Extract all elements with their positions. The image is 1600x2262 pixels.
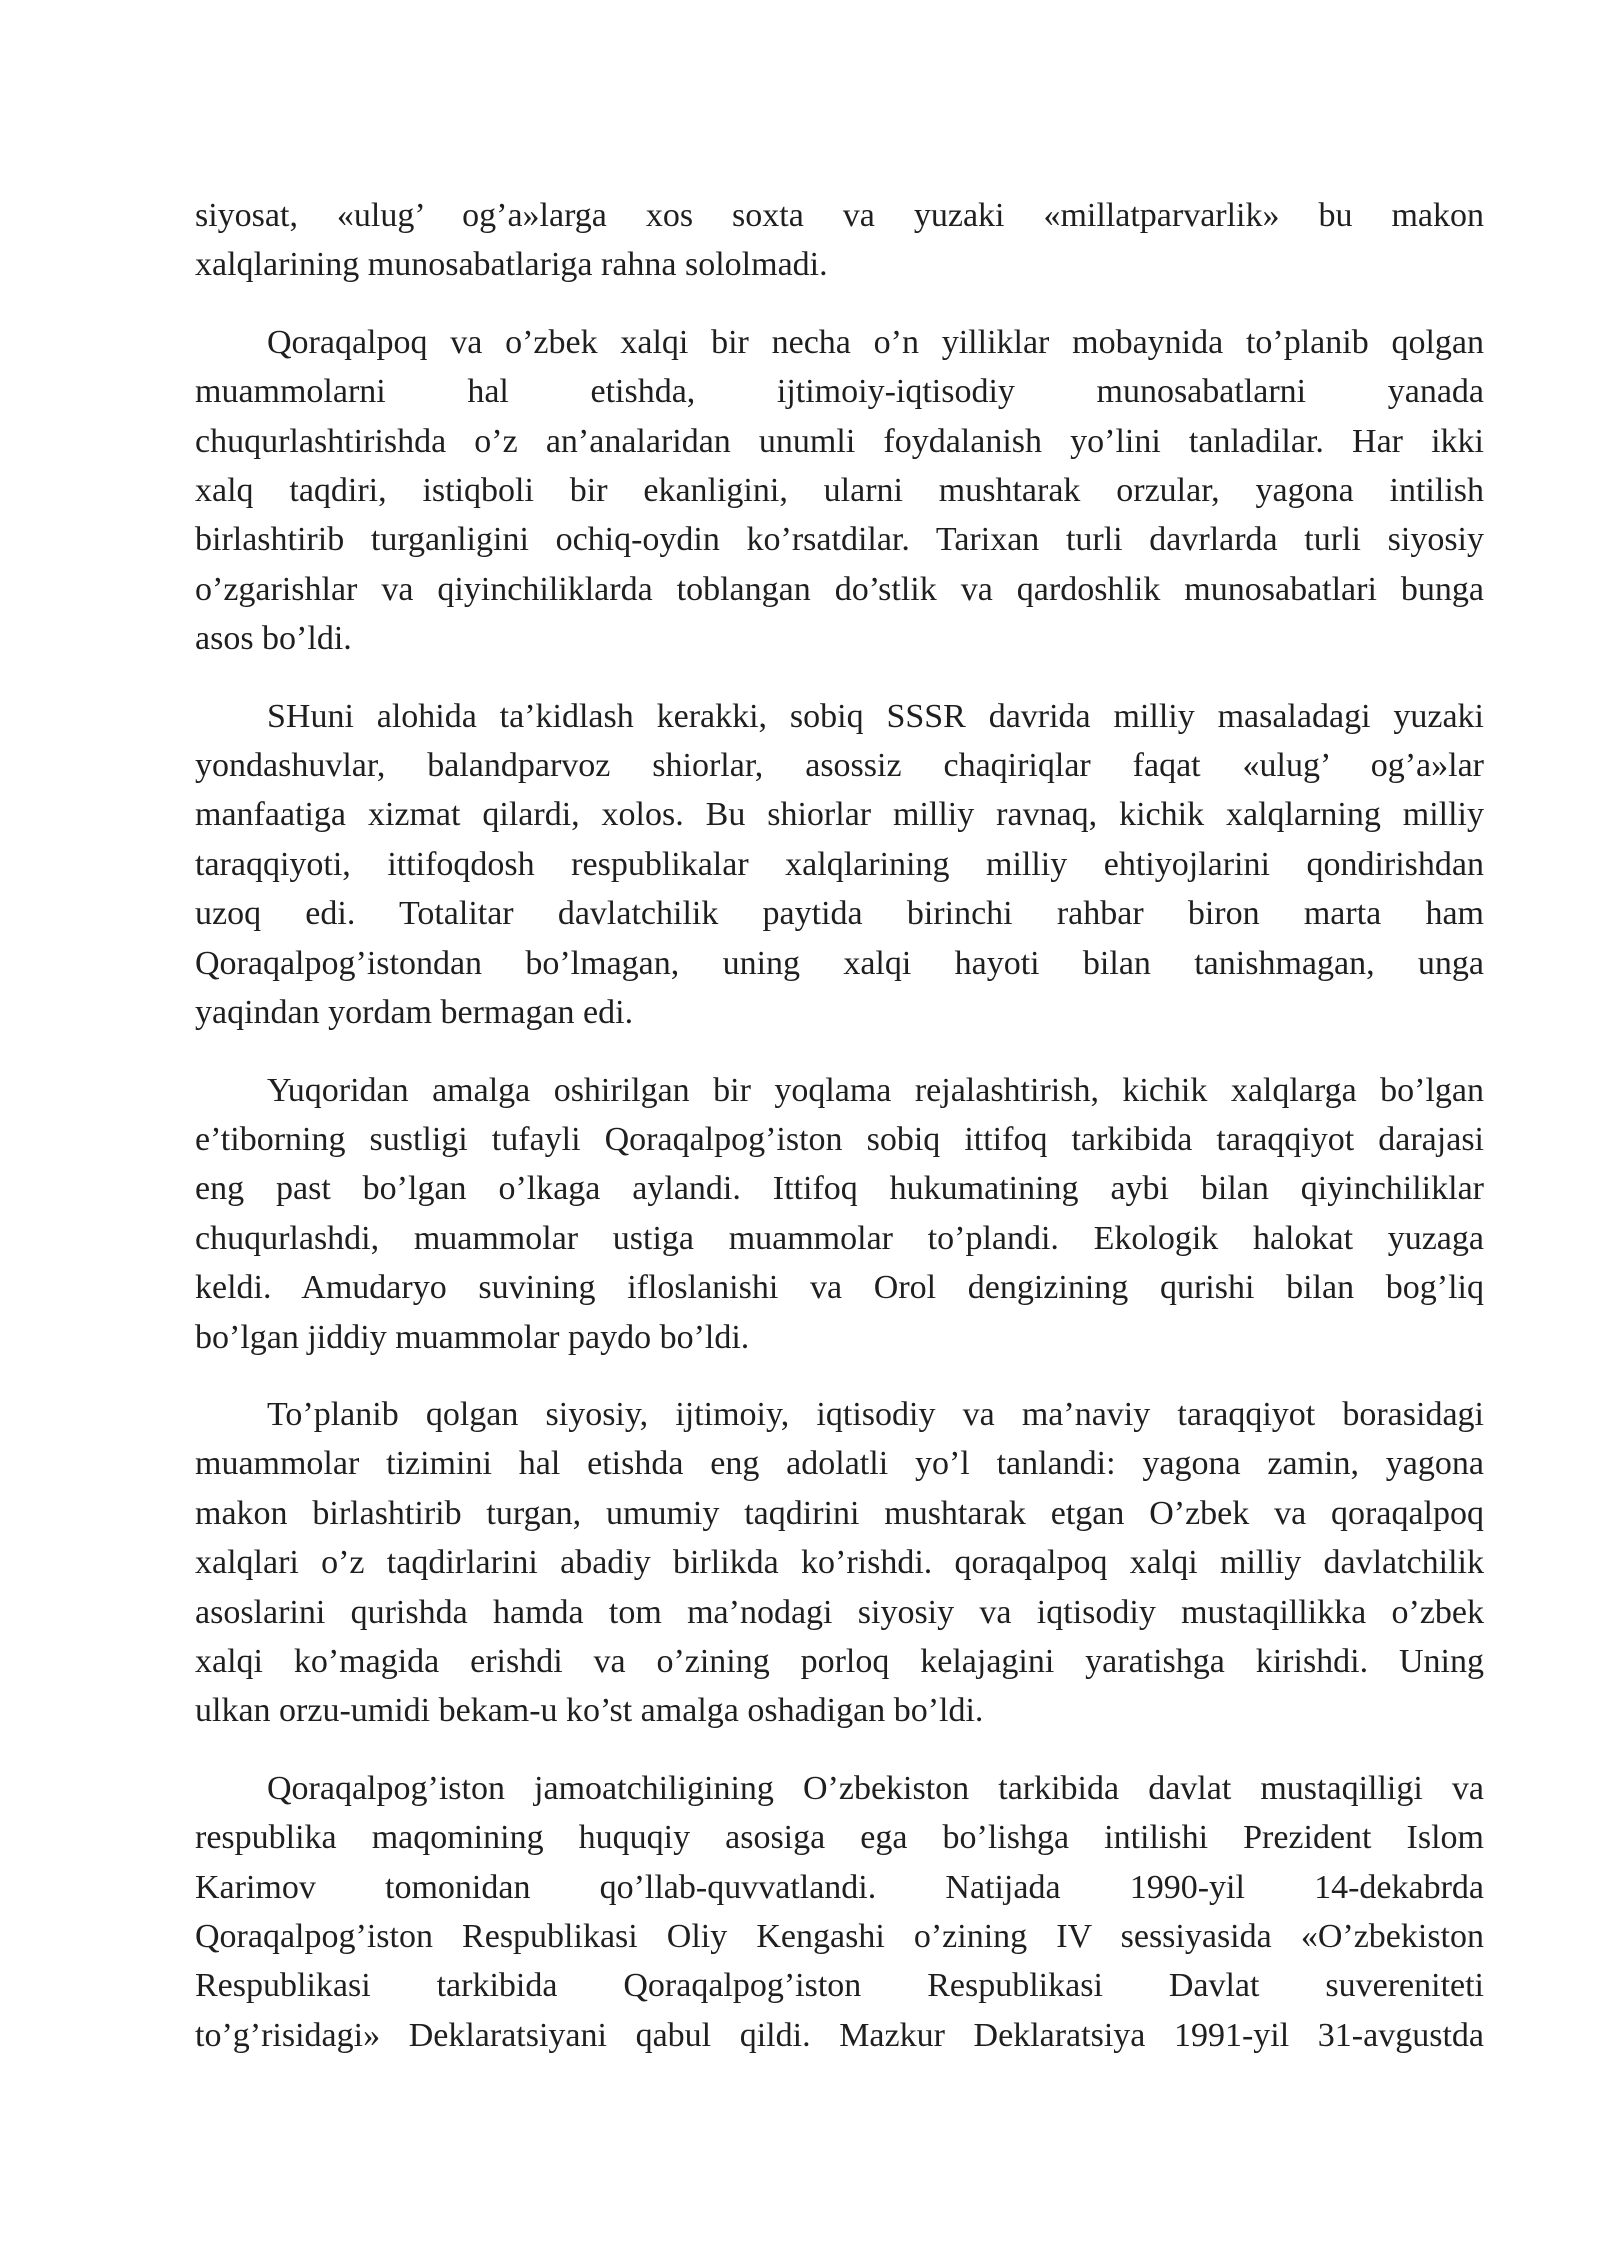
text-line: manfaatiga xizmat qilardi, xolos. Bu shiorlar milliy ravnaq, kichik xalqlarning milliy (195, 796, 1484, 834)
paragraph-3 (195, 692, 1484, 1038)
text-line: Respublikasi tarkibida Qoraqalpog’iston Respublikasi Davlat suvereniteti (195, 1967, 1484, 2005)
text-line: chuqurlashdi, muammolar ustiga muammolar to’plandi. Ekologik halokat yuzaga (195, 1219, 1484, 1257)
text-line: to’g’risidagi» Deklaratsiyani qabul qildi. Mazkur Deklaratsiya 1991-yil 31-avgustda (195, 2016, 1484, 2054)
text-line: xalq taqdiri, istiqboli bir ekanligini, ularni mushtarak orzular, yagona intilish (195, 472, 1484, 510)
text-line: muammolar tizimini hal etishda eng adolatli yo’l tanlandi: yagona zamin, yagona (195, 1445, 1484, 1483)
text-line: Qoraqalpoq va o’zbek xalqi bir necha o’n yilliklar mobaynida to’planib qolgan (267, 323, 1484, 361)
text-line: asos bo’ldi. (195, 620, 352, 658)
paragraph-5 (195, 1390, 1484, 1736)
text-line: muammolarni hal etishda, ijtimoiy-iqtisodiy munosabatlarni yanada (195, 373, 1484, 411)
text-line: To’planib qolgan siyosiy, ijtimoiy, iqtisodiy va ma’naviy taraqqiyot borasidagi (267, 1395, 1484, 1433)
text-line: Karimov tomonidan qo’llab-quvvatlandi. Natijada 1990-yil 14-dekabrda (195, 1868, 1484, 1906)
text-line: birlashtirib turganligini ochiq-oydin ko’rsatdilar. Tarixan turli davrlarda turli siyosiy (195, 521, 1484, 559)
text-line: o’zgarishlar va qiyinchiliklarda toblangan do’stlik va qardoshlik munosabatlari bunga (195, 570, 1484, 608)
text-line: xalqi ko’magida erishdi va o’zining porloq kelajagini yaratishga kirishdi. Uning (195, 1642, 1484, 1680)
text-line: respublika maqomining huquqiy asosiga ega bo’lishga intilishi Prezident Islom (195, 1819, 1484, 1857)
text-line: xalqlari o’z taqdirlarini abadiy birlikda ko’rishdi. qoraqalpoq xalqi milliy davlatchilik (195, 1544, 1484, 1582)
text-line: SHuni alohida ta’kidlash kerakki, sobiq SSSR davrida milliy masaladagi yuzaki (267, 697, 1484, 735)
text-line: e’tiborning sustligi tufayli Qoraqalpog’iston sobiq ittifoq tarkibida taraqqiyot darajasi (195, 1120, 1484, 1158)
paragraph-4 (195, 1066, 1484, 1362)
text-line: Qoraqalpog’istondan bo’lmagan, uning xalqi hayoti bilan tanishmagan, unga (195, 944, 1484, 982)
text-line: yondashuvlar, balandparvoz shiorlar, asossiz chaqiriqlar faqat «ulug’ og’a»lar (195, 747, 1484, 785)
text-line: xalqlarining munosabatlariga rahna sololmadi. (195, 246, 828, 284)
text-line: Yuqoridan amalga oshirilgan bir yoqlama rejalashtirish, kichik xalqlarga bo’lgan (267, 1071, 1484, 1109)
text-line: siyosat, «ulug’ og’a»larga xos soxta va yuzaki «millatparvarlik» bu makon (195, 197, 1484, 234)
text-line: keldi. Amudaryo suvining ifloslanishi va Orol dengizining qurishi bilan bog’liq (195, 1269, 1484, 1307)
paragraph-2 (195, 318, 1484, 664)
text-line: chuqurlashtirishda o’z an’analaridan unumli foydalanish yo’lini tanladilar. Har ikki (195, 422, 1484, 460)
text-line: taraqqiyoti, ittifoqdosh respublikalar xalqlarining milliy ehtiyojlarini qondirishdan (195, 845, 1484, 883)
text-line: eng past bo’lgan o’lkaga aylandi. Ittifoq hukumatining aybi bilan qiyinchiliklar (195, 1170, 1484, 1208)
text-line: Qoraqalpog’iston jamoatchiligining O’zbekiston tarkibida davlat mustaqilligi va (267, 1769, 1484, 1807)
text-line: uzoq edi. Totalitar davlatchilik paytida birinchi rahbar biron marta ham (195, 895, 1484, 933)
text-line: Qoraqalpog’iston Respublikasi Oliy Kengashi o’zining IV sessiyasida «O’zbekiston (195, 1918, 1484, 1955)
document-body (195, 191, 1484, 2060)
paragraph-6 (195, 1764, 1484, 2060)
text-line: asoslarini qurishda hamda tom ma’nodagi siyosiy va iqtisodiy mustaqillikka o’zbek (195, 1593, 1484, 1631)
text-line: bo’lgan jiddiy muammolar paydo bo’ldi. (195, 1318, 750, 1356)
text-line: yaqindan yordam bermagan edi. (195, 994, 634, 1032)
text-line: makon birlashtirib turgan, umumiy taqdirini mushtarak etgan O’zbek va qoraqalpoq (195, 1494, 1484, 1532)
text-line: ulkan orzu-umidi bekam-u ko’st amalga oshadigan bo’ldi. (195, 1692, 984, 1730)
paragraph-1 (195, 191, 1484, 290)
